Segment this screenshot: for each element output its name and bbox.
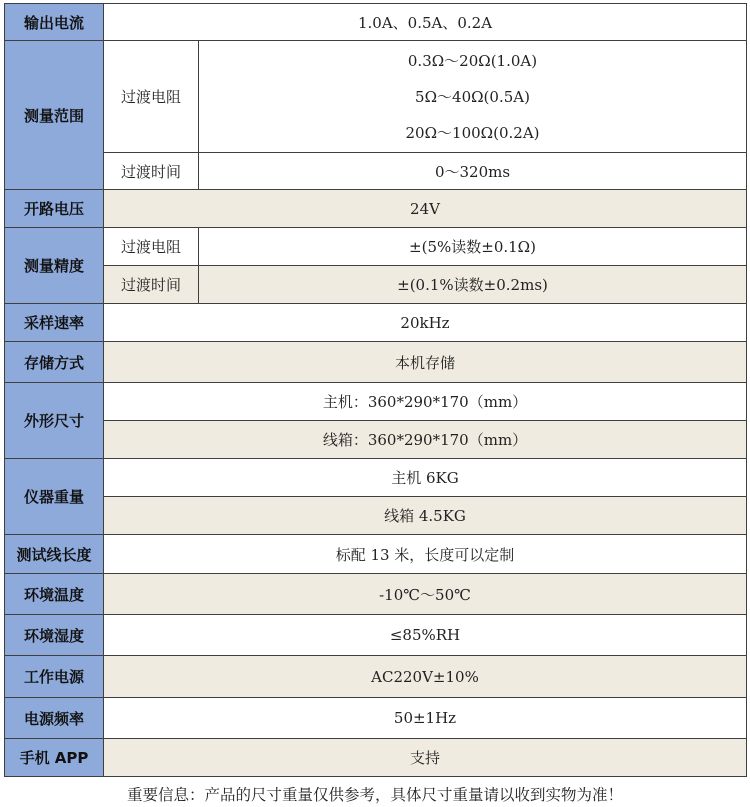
disclaimer-note: 重要信息：产品的尺寸重量仅供参考，具体尺寸重量请以收到实物为准！: [126, 786, 623, 804]
value-sample-rate: 20kHz: [104, 304, 747, 342]
value-power: AC220V±10%: [104, 656, 747, 698]
value-weight-box: 线箱 4.5KG: [104, 497, 747, 535]
label-open-voltage: 开路电压: [5, 190, 104, 228]
label-env-temp: 环境温度: [5, 574, 104, 615]
label-measure-range: 测量范围: [5, 41, 104, 190]
value-cable-length: 标配 13 米，长度可以定制: [104, 535, 747, 574]
value-dimensions-host: 主机：360*290*170（mm）: [104, 383, 747, 421]
sub-label-accuracy-time: 过渡时间: [104, 266, 199, 304]
label-env-humidity: 环境湿度: [5, 615, 104, 656]
row-accuracy-time: [5, 266, 747, 304]
row-weight-host: [5, 459, 747, 497]
value-accuracy-resistance: ±(5%读数±0.1Ω): [199, 228, 747, 266]
value-env-humidity: ≤85%RH: [104, 615, 747, 656]
label-weight: 仪器重量: [5, 459, 104, 535]
label-dimensions: 外形尺寸: [5, 383, 104, 459]
label-app: 手机 APP: [5, 739, 104, 777]
value-output-current: 1.0A、0.5A、0.2A: [104, 4, 747, 41]
row-measure-range-resistance: [5, 41, 747, 153]
label-storage: 存储方式: [5, 342, 104, 383]
label-power-freq: 电源频率: [5, 698, 104, 739]
value-range-resistance: [199, 41, 747, 153]
row-weight-box: [5, 497, 747, 535]
row-dimensions-host: [5, 383, 747, 421]
row-storage: [5, 342, 747, 383]
row-power-freq: [5, 698, 747, 739]
row-env-humidity: [5, 615, 747, 656]
value-open-voltage: 24V: [104, 190, 747, 228]
value-env-temp: -10℃～50℃: [104, 574, 747, 615]
value-storage: 本机存储: [104, 342, 747, 383]
label-sample-rate: 采样速率: [5, 304, 104, 342]
value-dimensions-box: 线箱：360*290*170（mm）: [104, 421, 747, 459]
row-power: [5, 656, 747, 698]
range-resistance-1: 0.3Ω～20Ω(1.0A): [407, 51, 538, 70]
row-open-voltage: [5, 190, 747, 228]
value-weight-host: 主机 6KG: [104, 459, 747, 497]
row-cable-length: [5, 535, 747, 574]
sub-label-range-resistance: 过渡电阻: [104, 41, 199, 153]
value-app: 支持: [104, 739, 747, 777]
spec-table: [4, 3, 747, 777]
label-cable-length: 测试线长度: [5, 535, 104, 574]
range-resistance-3: 20Ω～100Ω(0.2A): [405, 123, 540, 142]
sub-label-range-time: 过渡时间: [104, 153, 199, 190]
range-resistance-2: 5Ω～40Ω(0.5A): [415, 87, 530, 106]
row-sample-rate: [5, 304, 747, 342]
label-accuracy: 测量精度: [5, 228, 104, 304]
row-output-current: [5, 4, 747, 41]
row-env-temp: [5, 574, 747, 615]
sub-label-accuracy-resistance: 过渡电阻: [104, 228, 199, 266]
row-measure-range-time: [5, 153, 747, 190]
value-power-freq: 50±1Hz: [104, 698, 747, 739]
value-range-time: 0～320ms: [199, 153, 747, 190]
row-accuracy-resistance: [5, 228, 747, 266]
row-dimensions-box: [5, 421, 747, 459]
label-power: 工作电源: [5, 656, 104, 698]
label-output-current: 输出电流: [5, 4, 104, 41]
value-accuracy-time: ±(0.1%读数±0.2ms): [199, 266, 747, 304]
row-app: [5, 739, 747, 777]
